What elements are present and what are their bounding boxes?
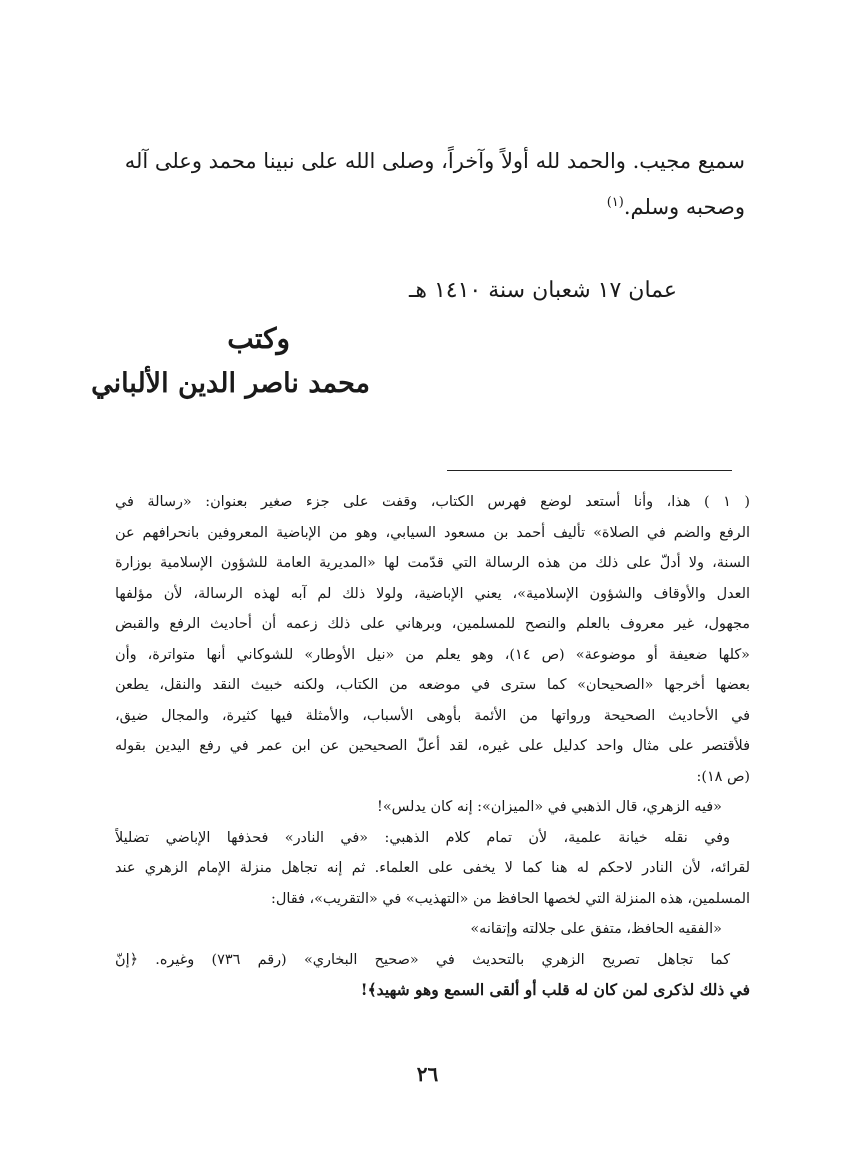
footnote-line: وفي نقله خيانة علمية، لأن تمام كلام الذهبي: «في النادر» فحذفها الإباضي تضليلاً: [115, 829, 730, 846]
footnote: [115, 487, 750, 1006]
signoff: وكتب: [227, 322, 290, 355]
footnote-line: ( ١ ) هذا، وأنا أستعد لوضع فهرس الكتاب، وقفت على جزء صغير بعنوان: «رسالة في: [115, 494, 750, 510]
footnote-quote: «الفقيه الحافظ، متفق على جلالته وإتقانه»: [470, 921, 722, 937]
page-number: ٢٦: [416, 1062, 439, 1086]
footnote-line: فلأقتصر على مثال واحد كدليل على غيره، لقد أعلّ الصحيحين عن ابن عمر في رفع اليدين بقوله: [115, 738, 750, 754]
main-text-line-2-text: وصحبه وسلم.: [623, 195, 745, 219]
footnote-line: مجهول، غير معروف بالعلم والنصح للمسلمين، وبرهاني على ذلك زعمه أن أحاديث الرفع والقبض: [115, 616, 750, 632]
main-text-line-1: سميع مجيب. والحمد لله أولاً وآخراً، وصلى الله على نبينا محمد وعلى آله: [124, 149, 745, 173]
footnote-line: العدل والأوقاف والشؤون الإسلامية»، يعني الإباضية، ولولا ذلك لم آبه لهذه الرسالة، لأن مؤلفها: [115, 585, 750, 602]
footnote-line: الرفع والضم في الصلاة» تأليف أحمد بن مسعود السيابي، وهو من الإباضية المعروفين بانحرافهم عن: [115, 524, 750, 541]
main-text-line-2: [130, 182, 745, 228]
footnote-line: المسلمين، هذه المنزلة التي لخصها الحافظ من «التهذيب» في «التقريب»، فقال:: [271, 890, 750, 907]
author-signature: محمد ناصر الدين الألباني: [91, 368, 370, 399]
footnote-line: السنة، ولا أدلّ على ذلك من هذه الرسالة التي قدّمت لها «المديرية العامة للشؤون الإسلامية بوزارة: [115, 555, 750, 571]
footnote-line: «كلها ضعيفة أو موضوعة» (ص ١٤)، وهو يعلم من «نيل الأوطار» للشوكاني أنها متواترة، وأن: [115, 646, 750, 663]
footnote-line: لقرائه، لأن النادر لاحكم له هنا كما لا يخفى على العلماء. ثم إنه تجاهل منزلة الإمام الزهري عند: [115, 860, 750, 876]
footnote-quote: «فيه الزهري، قال الذهبي في «الميزان»: إنه كان يدلس»!: [377, 799, 722, 815]
footnote-reference: (١): [606, 195, 624, 210]
dateline: عمان ١٧ شعبان سنة ١٤١٠ هـ: [408, 278, 677, 303]
main-text: [124, 140, 745, 228]
footnote-line: (ص ١٨):: [696, 768, 750, 785]
footnote-line: كما تجاهل تصريح الزهري بالتحديث في «صحيح البخاري» (رقم ٧٣٦) وغيره. ﴿إنّ: [115, 951, 730, 968]
footnote-line: في الأحاديث الصحيحة ورواتها من الأئمة بأوهى الأسباب، والأمثلة فيها كثيرة، والمجال ضيق،: [115, 707, 750, 724]
quranic-verse: في ذلك لذكرى لمن كان له قلب أو ألقى السمع وهو شهيد﴾!: [360, 980, 750, 999]
footnote-line: بعضها أخرجها «الصحيحان» كما سترى في موضعه من الكتاب، ولكنه خبيث النقد والنقل، يطعن: [115, 677, 750, 693]
footnote-divider: [447, 470, 732, 471]
